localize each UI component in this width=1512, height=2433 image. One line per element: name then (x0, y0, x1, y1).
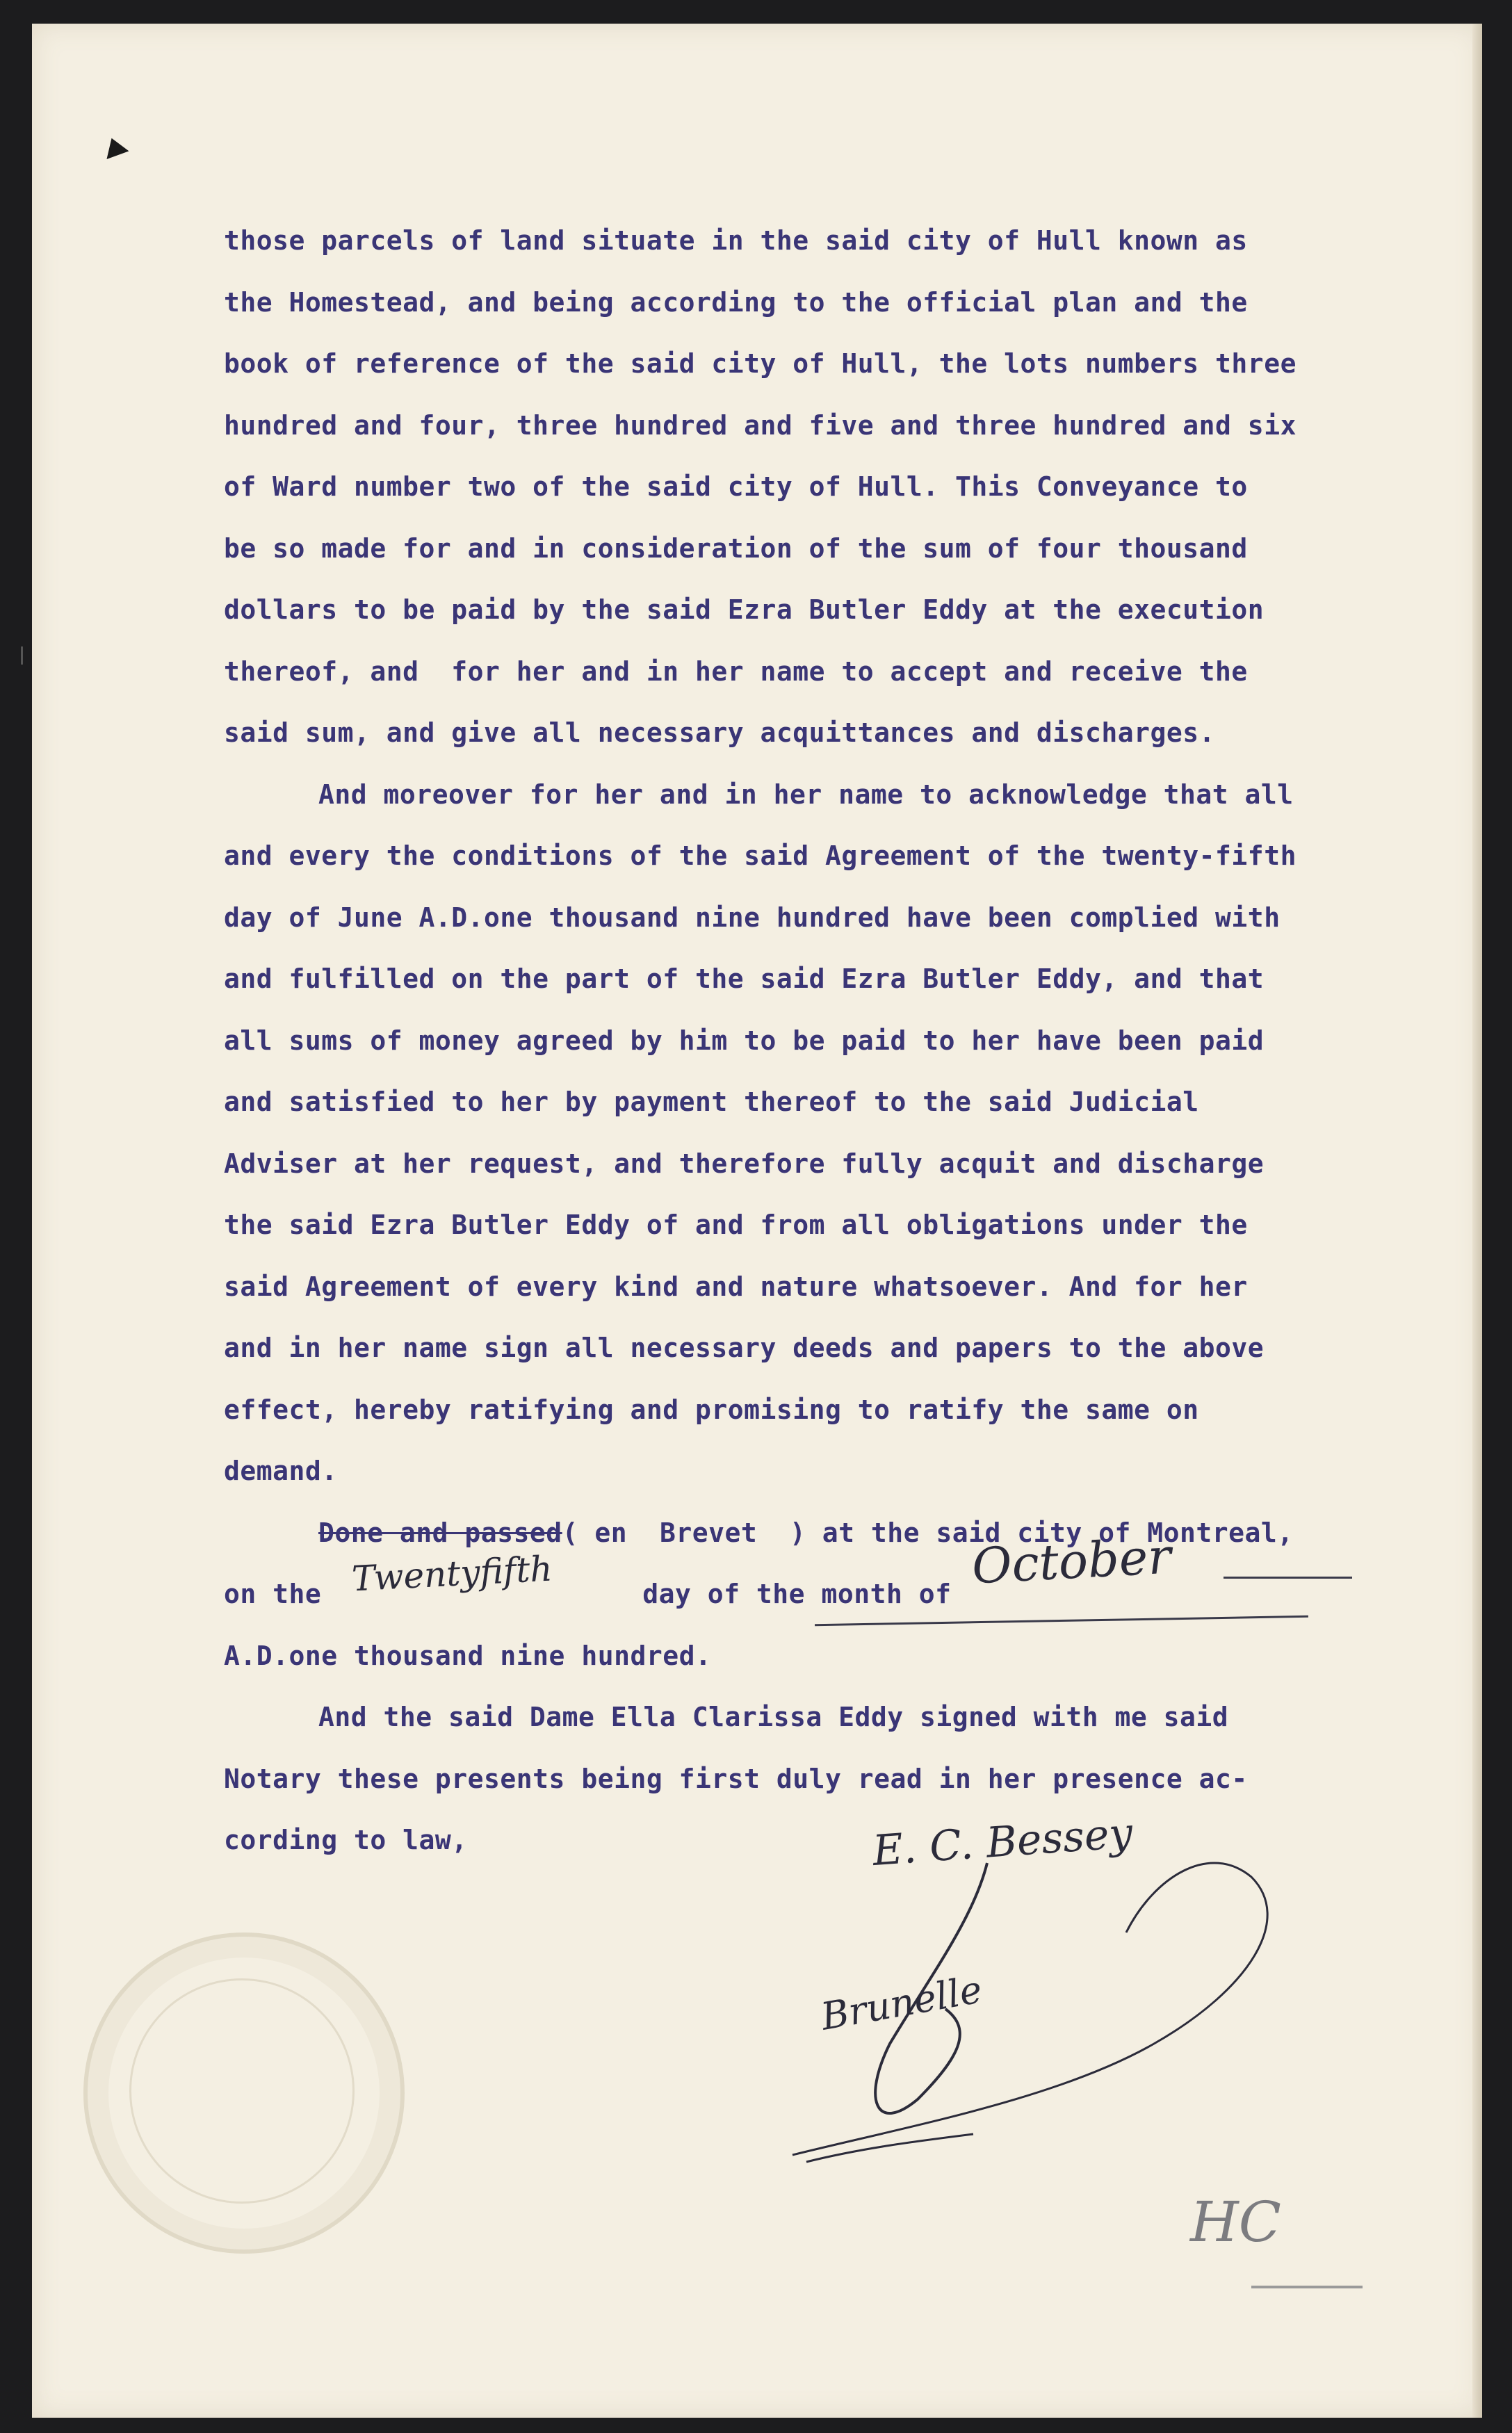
body-line: of Ward number two of the said city of Hull. This Conveyance to (224, 471, 1248, 502)
initials: HC (1190, 2190, 1281, 2254)
day-of-month: day of the month of (642, 1579, 952, 1609)
page-edge (1472, 24, 1482, 2418)
handwritten-day: Twentyfifth (350, 1548, 553, 1600)
closing-line: cording to law, (224, 1825, 468, 1855)
body-line: effect, hereby ratifying and promising to ratify the same on (224, 1394, 1199, 1425)
body-line: dollars to be paid by the said Ezra Butler Eddy at the execution (224, 594, 1265, 625)
body-line: be so made for and in consideration of the sum of four thousand (224, 532, 1248, 564)
done-passed-line (224, 1502, 1454, 1564)
margin-mark (21, 646, 23, 665)
embossed-seal (83, 1932, 405, 2254)
signature-flourish (765, 1835, 1321, 2183)
body-line: said sum, and give all necessary acquittances and discharges. (224, 717, 1216, 748)
body-line: those parcels of land situate in the said city of Hull known as (224, 225, 1248, 256)
body-line: book of reference of the said city of Hull, the lots numbers three (224, 348, 1296, 379)
body-line: hundred and four, three hundred and five and three hundred and six (224, 409, 1296, 441)
done-rest: ( en Brevet ) at the said city of Montreal, (562, 1517, 1294, 1548)
handwritten-month: October (970, 1527, 1173, 1595)
initials-rule (1251, 2286, 1363, 2288)
body-line: demand. (224, 1456, 338, 1486)
typed-body (224, 210, 1454, 1871)
on-the: on the (224, 1579, 322, 1609)
struck-text: Done and passed (318, 1517, 562, 1548)
body-line: and every the conditions of the said Agreement of the twenty-fifth (224, 840, 1296, 871)
closing-line: Notary these presents being first duly read in her presence ac- (224, 1763, 1248, 1794)
body-line: and in her name sign all necessary deeds and papers to the above (224, 1333, 1265, 1363)
body-line: And moreover for her and in her name to acknowledge that all (318, 779, 1294, 810)
body-line: and satisfied to her by payment thereof to the said Judicial (224, 1087, 1199, 1117)
body-line: and fulfilled on the part of the said Ezra Butler Eddy, and that (224, 963, 1265, 994)
closing-line: And the said Dame Ella Clarissa Eddy signed with me said (318, 1702, 1229, 1732)
body-line: thereof, and for her and in her name to accept and receive the (224, 656, 1248, 687)
body-line: day of June A.D.one thousand nine hundred have been complied with (224, 902, 1281, 933)
body-line: Adviser at her request, and therefore fully acquit and discharge (224, 1148, 1265, 1179)
fill-rule (1224, 1577, 1352, 1579)
ad-line: A.D.one thousand nine hundred. (224, 1640, 712, 1671)
body-line: said Agreement of every kind and nature whatsoever. And for her (224, 1271, 1248, 1302)
body-line: all sums of money agreed by him to be paid to her have been paid (224, 1025, 1265, 1056)
body-line: the Homestead, and being according to the official plan and the (224, 286, 1248, 318)
signature-bessey: E. C. Bessey (871, 1809, 1135, 1875)
body-line: the said Ezra Butler Eddy of and from all obligations under the (224, 1210, 1248, 1240)
signature-notary: Brunelle (818, 1967, 986, 2039)
